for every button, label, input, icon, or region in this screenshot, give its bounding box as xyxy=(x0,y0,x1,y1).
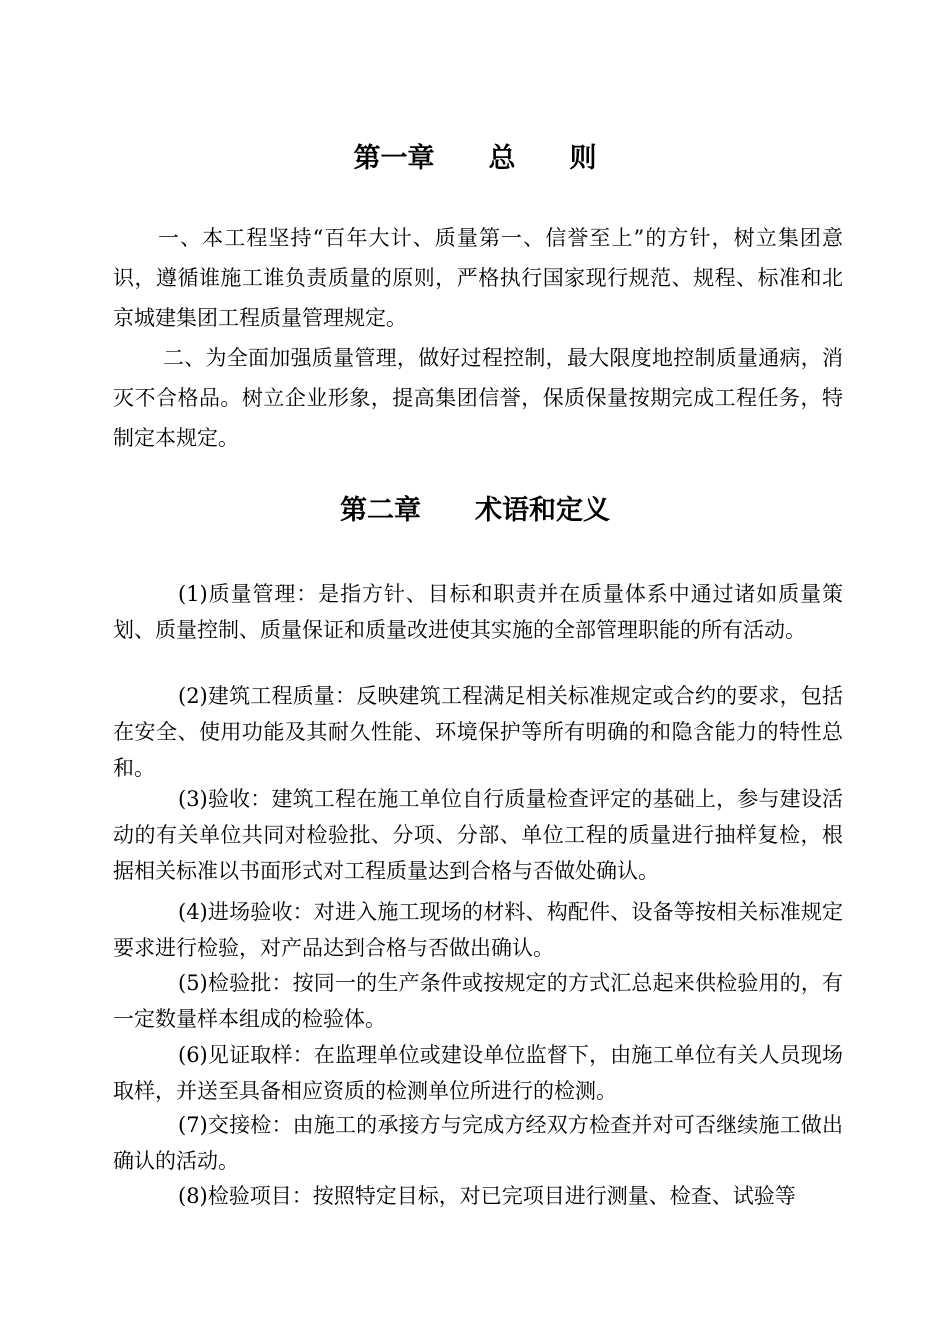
chapter-1-paragraph-2: 二、为全面加强质量管理，做好过程控制，最大限度地控制质量通病，消灭不合格品。树立企业形象，提高集团信誉，保质保量按期完成工程任务，特制定本规定。 xyxy=(113,346,843,450)
definition-4: (4)进场验收：对进入施工现场的材料、构配件、设备等按相关标准规定要求进行检验，对产品达到合格与否做出确认。 xyxy=(113,900,843,960)
definition-5: (5)检验批：按同一的生产条件或按规定的方式汇总起来供检验用的，有一定数量样本组成的检验体。 xyxy=(113,971,843,1031)
chapter-2-title: 第二章 术语和定义 xyxy=(340,495,610,526)
definition-7: (7)交接检：由施工的承接方与完成方经双方检查并对可否继续施工做出确认的活动。 xyxy=(113,1113,843,1173)
chapter-1-title: 第一章 总 则 xyxy=(353,143,597,174)
definition-2: (2)建筑工程质量：反映建筑工程满足相关标准规定或合约的要求，包括在安全、使用功能及其耐久性能、环境保护等所有明确的和隐含能力的特性总和。 xyxy=(113,684,843,780)
definition-8: (8)检验项目：按照特定目标，对已完项目进行测量、检查、试验等 xyxy=(178,1184,796,1208)
definition-1: (1)质量管理：是指方针、目标和职责并在质量体系中通过诸如质量策划、质量控制、质量保证和质量改进使其实施的全部管理职能的所有活动。 xyxy=(113,582,843,642)
chapter-1-paragraph-1: 一、本工程坚持“百年大计、质量第一、信誉至上”的方针，树立集团意识，遵循谁施工谁负责质量的原则，严格执行国家现行规范、规程、标准和北京城建集团工程质量管理规定。 xyxy=(113,226,843,330)
definition-3: (3)验收：建筑工程在施工单位自行质量检查评定的基础上，参与建设活动的有关单位共同对检验批、分项、分部、单位工程的质量进行抽样复检，根据相关标准以书面形式对工程质量达到合格与否做处确认。 xyxy=(113,787,843,883)
definition-6: (6)见证取样：在监理单位或建设单位监督下，由施工单位有关人员现场取样，并送至具备相应资质的检测单位所进行的检测。 xyxy=(113,1043,843,1103)
